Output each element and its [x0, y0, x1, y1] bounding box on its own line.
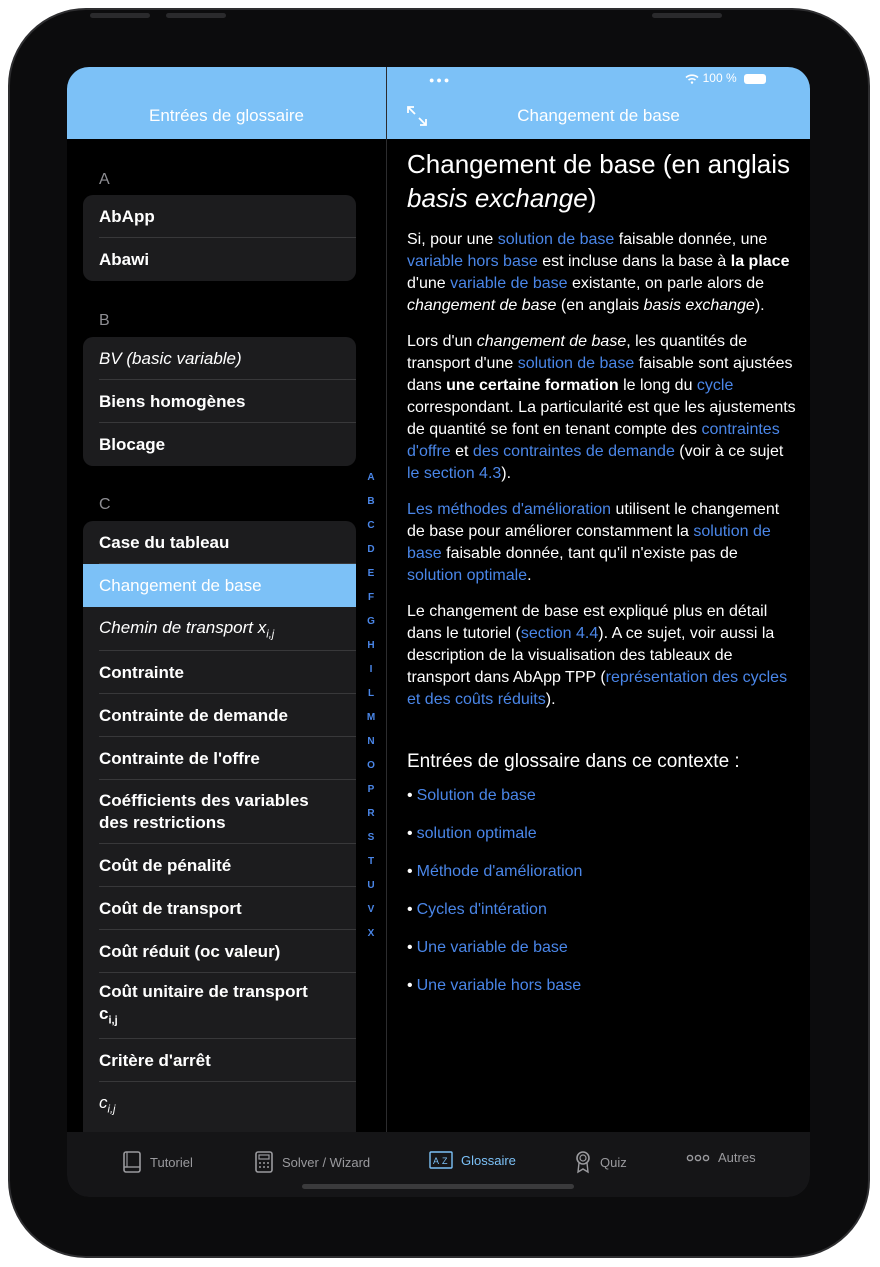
link[interactable]: le section 4.3	[407, 465, 502, 482]
list-item-label-line2: des restrictions	[99, 813, 226, 832]
list-item[interactable]	[83, 238, 356, 281]
context-item[interactable]	[407, 899, 797, 937]
list-item[interactable]	[83, 737, 356, 780]
bold-text: la place	[730, 253, 790, 270]
text: faisable sont ajustées dans	[407, 355, 793, 394]
section-index[interactable]	[365, 472, 377, 952]
list-item-label: Coéfficients des variables	[99, 791, 309, 810]
bullet: •	[407, 939, 413, 956]
index-letter[interactable]: X	[367, 928, 375, 939]
section-header-a: A	[99, 171, 110, 188]
list-item[interactable]	[83, 651, 356, 694]
link[interactable]: variable hors base	[407, 253, 538, 270]
calculator-icon	[254, 1150, 274, 1174]
section-header-c: C	[99, 496, 111, 513]
paragraph-4	[407, 601, 797, 711]
title-italic: basis exchange	[407, 183, 588, 213]
tab-tutoriel[interactable]	[122, 1150, 193, 1174]
list-item[interactable]	[83, 694, 356, 737]
text: d'une	[407, 275, 451, 292]
bullet: •	[407, 787, 413, 804]
link[interactable]: section 4.4	[520, 625, 599, 642]
award-icon	[574, 1150, 592, 1174]
index-letter[interactable]: O	[367, 760, 375, 771]
article-content	[407, 147, 797, 1013]
text: Lors d'un	[407, 333, 477, 350]
context-item[interactable]	[407, 823, 797, 861]
context-item[interactable]	[407, 975, 797, 1013]
left-nav-title: Entrées de glossaire	[149, 106, 304, 125]
list-item-label: Blocage	[99, 434, 166, 454]
context-item[interactable]	[407, 861, 797, 899]
list-item[interactable]	[83, 780, 356, 844]
left-navigation-bar	[67, 67, 386, 139]
index-letter[interactable]: D	[367, 544, 375, 555]
italic-text: changement de base	[407, 297, 557, 314]
text: ). A ce sujet, voir aussi la description de la visualisation des tableaux de transport dans AbApp TPP (	[407, 625, 775, 686]
list-item-label: BV (basic variable)	[99, 348, 242, 368]
list-item[interactable]	[83, 973, 356, 1039]
link[interactable]: des contraintes de demande	[472, 443, 675, 460]
title-text: Changement de base (en anglais	[407, 149, 791, 179]
list-item[interactable]	[83, 380, 356, 423]
link[interactable]: solution optimale	[416, 825, 537, 842]
link[interactable]: Une variable de base	[416, 939, 568, 956]
screen	[67, 67, 810, 1197]
index-letter[interactable]: S	[367, 832, 375, 843]
section-header-b: B	[99, 312, 110, 329]
list-item-label: Abawi	[99, 249, 150, 269]
bullet: •	[407, 863, 413, 880]
text: ).	[754, 297, 765, 314]
index-letter[interactable]: G	[367, 616, 375, 627]
tab-quiz[interactable]	[574, 1150, 627, 1174]
link[interactable]: cycle	[696, 377, 734, 394]
text: ).	[501, 465, 512, 482]
link[interactable]: solution optimale	[407, 567, 528, 584]
subscript: i,j	[266, 628, 275, 641]
text: faisable donnée, une	[614, 231, 768, 248]
text: utilisent le changement de base pour améliorer constamment la	[407, 501, 780, 540]
tab-label: Glossaire	[461, 1152, 516, 1168]
list-item-label: AbApp	[99, 206, 155, 226]
context-title: Entrées de glossaire dans ce contexte :	[407, 751, 740, 772]
context-item[interactable]	[407, 785, 797, 823]
list-item-label: Changement de base	[99, 575, 262, 595]
paragraph-3	[407, 499, 797, 587]
list-item-label: Case du tableau	[99, 532, 230, 552]
index-letter[interactable]: C	[367, 520, 375, 531]
tab-autres[interactable]	[686, 1150, 756, 1165]
list-item-label: Contrainte de demande	[99, 705, 288, 725]
tab-label: Quiz	[600, 1154, 627, 1170]
hardware-button	[90, 13, 150, 18]
link[interactable]: solution de base	[517, 355, 635, 372]
more-icon	[686, 1153, 710, 1163]
italic-text: basis exchange	[643, 297, 755, 314]
paragraph-1	[407, 229, 797, 317]
link[interactable]: variable de base	[450, 275, 568, 292]
link[interactable]: Solution de base	[416, 787, 536, 804]
list-item-label: c	[99, 1092, 108, 1112]
list-item-label: Chemin de transport x	[99, 617, 267, 637]
tab-solver[interactable]	[254, 1150, 370, 1174]
link[interactable]: solution de base	[497, 231, 615, 248]
list-item[interactable]	[83, 607, 356, 651]
subscript: i,j	[108, 1014, 118, 1027]
link[interactable]: Une variable hors base	[416, 977, 582, 994]
text: , les quantités de transport d'une	[407, 333, 748, 372]
home-indicator[interactable]	[302, 1184, 574, 1189]
list-item[interactable]	[83, 1039, 356, 1082]
list-item-label-line2: c	[99, 1003, 109, 1023]
list-item[interactable]	[83, 195, 356, 238]
list-item[interactable]	[83, 423, 356, 466]
list-item[interactable]	[83, 337, 356, 380]
svg-text:Z: Z	[442, 1156, 448, 1166]
article-title	[407, 147, 797, 215]
split-divider	[386, 67, 387, 1132]
paragraph-2	[407, 331, 797, 485]
battery-icon	[744, 74, 766, 84]
text: ).	[545, 691, 556, 708]
bullet: •	[407, 977, 413, 994]
list-item[interactable]	[83, 521, 356, 564]
index-letter[interactable]: H	[367, 640, 375, 651]
list-item-label: Coût de pénalité	[99, 855, 232, 875]
hardware-button	[652, 13, 722, 18]
list-item-label: Contrainte de l'offre	[99, 748, 260, 768]
index-letter[interactable]: U	[367, 880, 375, 891]
index-letter[interactable]: N	[367, 736, 375, 747]
link[interactable]: Cycles d'intération	[416, 901, 547, 918]
tab-label: Solver / Wizard	[282, 1154, 371, 1170]
index-letter[interactable]: A	[367, 472, 375, 483]
multitasking-dots-icon[interactable]: ●●●	[429, 75, 452, 85]
index-letter[interactable]: R	[367, 808, 375, 819]
bullet: •	[407, 901, 413, 918]
tab-glossaire[interactable]	[429, 1150, 516, 1170]
right-nav-title: Changement de base	[517, 106, 680, 125]
book-icon	[122, 1150, 142, 1174]
list-item[interactable]	[83, 1082, 356, 1126]
index-letter[interactable]: V	[367, 904, 375, 915]
link[interactable]: solution de base	[407, 523, 771, 562]
context-item[interactable]	[407, 937, 797, 975]
text: (voir à ce sujet	[674, 443, 784, 460]
text: (en anglais	[556, 297, 644, 314]
italic-text: changement de base	[476, 333, 627, 350]
link[interactable]: Méthode d'amélioration	[416, 863, 583, 880]
list-item-label: Coût unitaire de transport	[99, 981, 308, 1001]
index-letter[interactable]: L	[367, 688, 375, 699]
index-letter[interactable]: T	[367, 856, 375, 867]
glossary-icon	[429, 1150, 453, 1170]
glossary-list[interactable]	[67, 139, 386, 1132]
text: faisable donnée, tant qu'il n'existe pas de	[441, 545, 738, 562]
context-list	[407, 785, 797, 1013]
index-letter[interactable]: M	[366, 712, 376, 723]
section-group-c	[83, 521, 356, 1132]
title-text: )	[587, 183, 597, 213]
list-item-selected[interactable]	[83, 564, 356, 607]
battery-percentage: 100 %	[702, 71, 737, 85]
section-group-b	[83, 337, 356, 466]
text: .	[527, 567, 532, 584]
wifi-icon	[685, 74, 699, 84]
bold-text: une certaine formation	[446, 377, 619, 394]
text: et	[450, 443, 473, 460]
text: Si, pour une	[407, 231, 498, 248]
list-item-label: Contrainte	[99, 662, 184, 682]
text: le long du	[618, 377, 697, 394]
expand-icon[interactable]	[406, 105, 428, 127]
tab-label: Autres	[718, 1150, 756, 1165]
list-item-label: Coût réduit (oc valeur)	[99, 941, 281, 961]
index-letter[interactable]: F	[367, 592, 375, 603]
status-bar	[685, 71, 766, 85]
tab-label: Tutoriel	[150, 1154, 193, 1170]
text: Le changement de base est expliqué plus en détail dans le tutoriel (	[407, 603, 768, 642]
svg-text:A: A	[433, 1156, 440, 1166]
link[interactable]: représentation des cycles et des coûts réduits	[407, 669, 788, 708]
hardware-button	[166, 13, 226, 18]
list-item[interactable]	[83, 844, 356, 887]
text: existante, on parle alors de	[567, 275, 765, 292]
subscript: i,j	[107, 1103, 116, 1116]
index-letter[interactable]: P	[367, 784, 375, 795]
section-group-a	[83, 195, 356, 281]
link[interactable]: contraintes d'offre	[407, 421, 780, 460]
list-item-label: Critère d'arrêt	[99, 1050, 211, 1070]
list-item[interactable]	[83, 930, 356, 973]
index-letter[interactable]: I	[369, 664, 373, 675]
list-item-label: Coût de transport	[99, 898, 242, 918]
text: correspondant. La particularité est que les ajustements de quantité se font en tenant compte des	[407, 399, 796, 438]
link[interactable]: Les méthodes d'amélioration	[407, 501, 612, 518]
bullet: •	[407, 825, 413, 842]
index-letter[interactable]: B	[367, 496, 375, 507]
index-letter[interactable]: E	[367, 568, 375, 579]
list-item[interactable]	[83, 887, 356, 930]
list-item-label: Biens homogènes	[99, 391, 246, 411]
text: est incluse dans la base à	[537, 253, 731, 270]
